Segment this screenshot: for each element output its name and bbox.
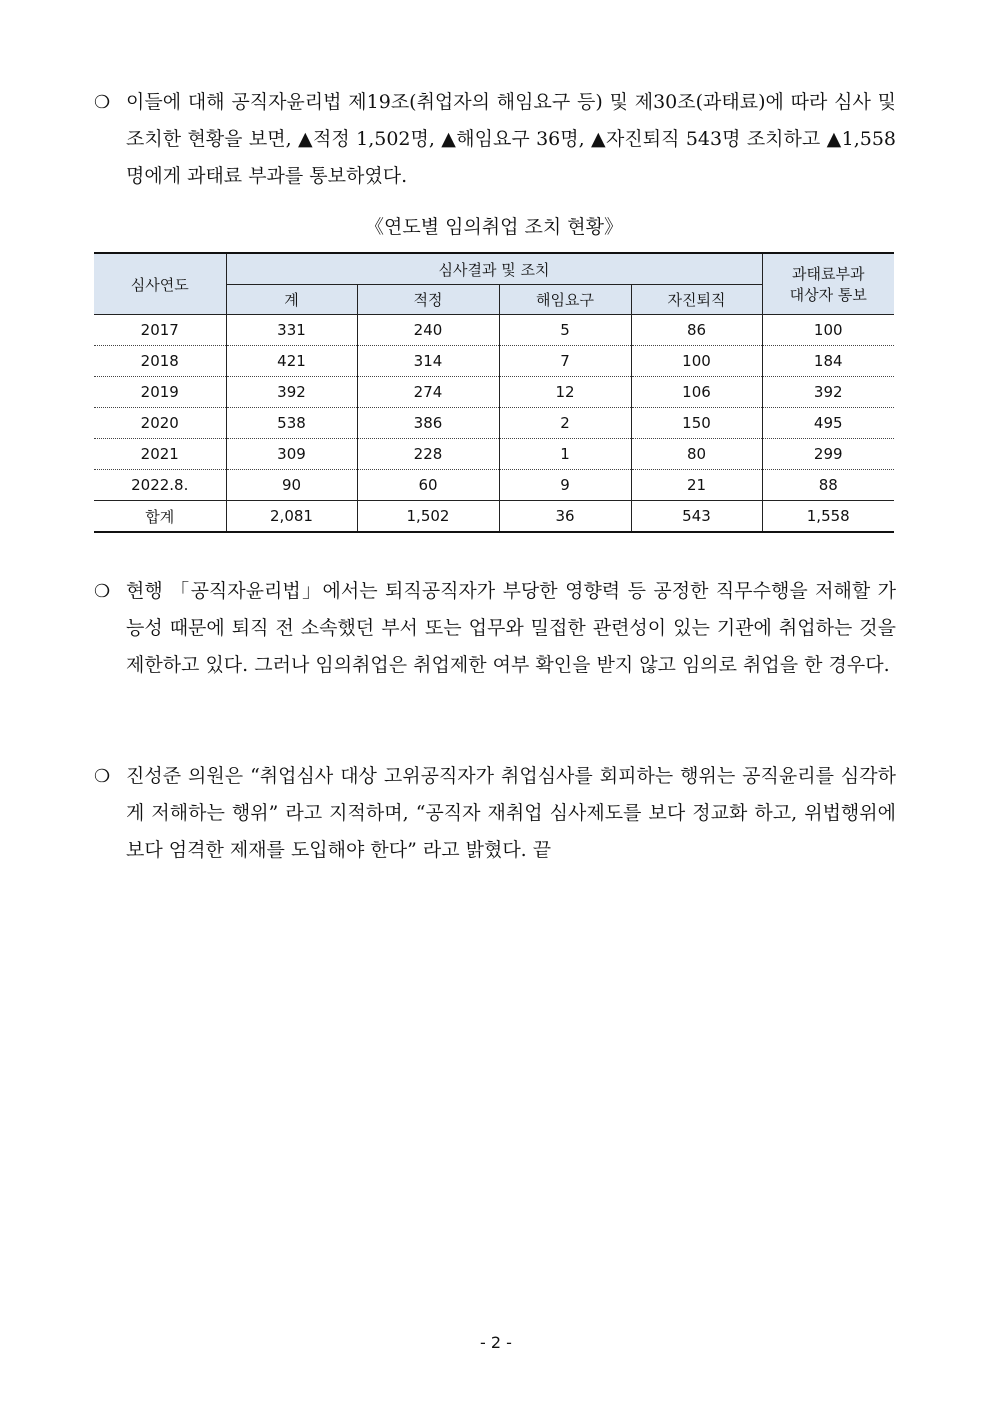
cell-year: 2018 — [94, 346, 226, 377]
table-row — [94, 315, 894, 346]
cell-resignation: 21 — [631, 470, 762, 501]
cell-proper: 386 — [357, 408, 499, 439]
cell-total: 2,081 — [226, 501, 357, 533]
header-total: 계 — [226, 285, 357, 315]
cell-dismissal: 1 — [499, 439, 631, 470]
circle-bullet-icon: ❍ — [94, 92, 111, 113]
header-result-group: 심사결과 및 조치 — [226, 253, 762, 285]
cell-total: 538 — [226, 408, 357, 439]
header-fine-line1: 과태료부과 — [792, 265, 865, 283]
cell-resignation: 86 — [631, 315, 762, 346]
cell-year: 2019 — [94, 377, 226, 408]
cell-proper: 60 — [357, 470, 499, 501]
unauthorized-employment-table — [94, 252, 894, 533]
header-fine-notice — [762, 253, 894, 315]
cell-year: 2022.8. — [94, 470, 226, 501]
header-year: 심사연도 — [94, 253, 226, 315]
cell-resignation: 106 — [631, 377, 762, 408]
paragraph-lawmaker-statement — [94, 758, 896, 869]
table-row — [94, 439, 894, 470]
cell-dismissal: 7 — [499, 346, 631, 377]
table-row — [94, 377, 894, 408]
header-resignation: 자진퇴직 — [631, 285, 762, 315]
table-caption: 《연도별 임의취업 조치 현황》 — [364, 216, 623, 238]
cell-fine: 184 — [762, 346, 894, 377]
cell-dismissal: 12 — [499, 377, 631, 408]
cell-resignation: 80 — [631, 439, 762, 470]
cell-total: 421 — [226, 346, 357, 377]
cell-fine: 1,558 — [762, 501, 894, 533]
cell-total: 309 — [226, 439, 357, 470]
circle-bullet-icon: ❍ — [94, 766, 111, 787]
cell-dismissal: 36 — [499, 501, 631, 533]
circle-bullet-icon: ❍ — [94, 581, 111, 602]
paragraph-disposition-summary — [94, 84, 896, 195]
cell-fine: 100 — [762, 315, 894, 346]
cell-fine: 495 — [762, 408, 894, 439]
cell-year: 합계 — [94, 501, 226, 533]
table-row — [94, 346, 894, 377]
cell-proper: 1,502 — [357, 501, 499, 533]
cell-resignation: 543 — [631, 501, 762, 533]
cell-proper: 274 — [357, 377, 499, 408]
cell-fine: 299 — [762, 439, 894, 470]
cell-proper: 228 — [357, 439, 499, 470]
cell-dismissal: 5 — [499, 315, 631, 346]
cell-fine: 88 — [762, 470, 894, 501]
cell-dismissal: 9 — [499, 470, 631, 501]
cell-year: 2021 — [94, 439, 226, 470]
header-fine-line2: 대상자 통보 — [789, 286, 867, 304]
cell-resignation: 100 — [631, 346, 762, 377]
cell-proper: 240 — [357, 315, 499, 346]
header-dismissal: 해임요구 — [499, 285, 631, 315]
header-proper: 적정 — [357, 285, 499, 315]
cell-proper: 314 — [357, 346, 499, 377]
cell-year: 2020 — [94, 408, 226, 439]
paragraph-law-background — [94, 573, 896, 684]
table-row — [94, 408, 894, 439]
table-row — [94, 470, 894, 501]
cell-total: 90 — [226, 470, 357, 501]
paragraph-text: 현행 「공직자윤리법」에서는 퇴직공직자가 부당한 영향력 등 공정한 직무수행을 저해할 가능성 때문에 퇴직 전 소속했던 부서 또는 업무와 밀접한 관련성이 있는 기관에 취업하는 것을 제한하고 있다. 그러나 임의취업은 취업제한 여부 확인을 받지 않고 임의로 취업을 한 경우다. — [126, 580, 896, 676]
cell-fine: 392 — [762, 377, 894, 408]
cell-total: 392 — [226, 377, 357, 408]
table-total-row — [94, 501, 894, 533]
cell-resignation: 150 — [631, 408, 762, 439]
paragraph-text: 진성준 의원은 “취업심사 대상 고위공직자가 취업심사를 회피하는 행위는 공직윤리를 심각하게 저해하는 행위” 라고 지적하며, “공직자 재취업 심사제도를 보다 정교화 하고, 위법행위에 보다 엄격한 제재를 도입해야 한다” 라고 밝혔다. 끝 — [126, 765, 896, 861]
cell-year: 2017 — [94, 315, 226, 346]
paragraph-text: 이들에 대해 공직자윤리법 제19조(취업자의 해임요구 등) 및 제30조(과태료)에 따라 심사 및 조치한 현황을 보면, ▲적정 1,502명, ▲해임요구 36명, ▲자진퇴직 543명 조치하고 ▲1,558명에게 과태료 부과를 통보하였다. — [126, 91, 896, 187]
cell-total: 331 — [226, 315, 357, 346]
cell-dismissal: 2 — [499, 408, 631, 439]
page-number: - 2 - — [480, 1333, 512, 1352]
